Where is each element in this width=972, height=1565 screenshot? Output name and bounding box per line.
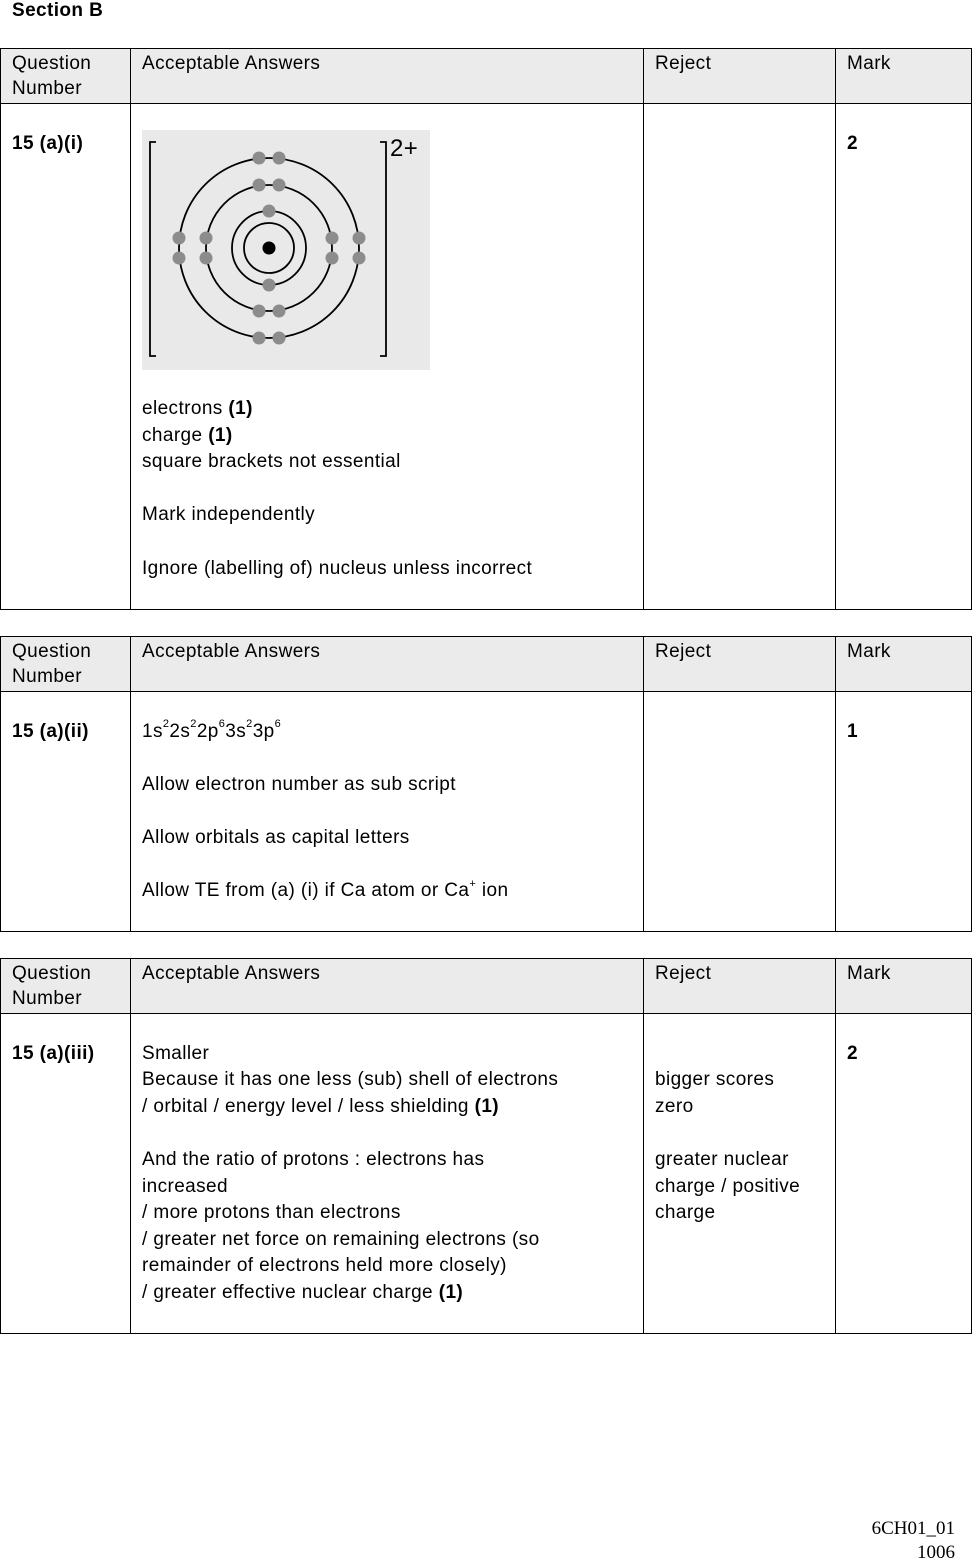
orbital-count: 6 [274,718,282,731]
section-title: Section B [12,0,104,21]
answer-line: / more protons than electrons [142,1202,401,1224]
ion-charge: + [469,877,477,890]
calcium-ion-electron-diagram [142,130,430,370]
table-header-row [1,49,972,104]
header-mark: Mark [836,49,972,104]
mark-award: (1) [438,1281,464,1303]
answer-text: / orbital / energy level / less shielding [142,1095,469,1117]
answer-line: remainder of electrons held more closely) [142,1255,507,1277]
answer-line [142,423,643,450]
answer-line: Smaller [142,1042,210,1064]
orbital: 2s [169,720,191,742]
orbital-count: 2 [190,718,197,731]
mark-scheme-table-15aii [0,636,972,932]
mark-award: (1) [474,1095,500,1117]
orbital-count: 2 [246,718,253,731]
answer-line [142,1094,643,1121]
page-footer [872,1517,955,1565]
question-number: 15 (a)(i) [12,132,84,154]
mark-value: 2 [847,1042,858,1064]
header-question-number: Question Number [1,959,131,1014]
reject-cell [644,104,836,610]
header-acceptable-answers: Acceptable Answers [131,959,644,1014]
reject-cell [644,692,836,932]
table-row [1,692,972,932]
orbital: 1s [142,720,163,742]
header-acceptable-answers: Acceptable Answers [131,49,644,104]
table-header-row [1,959,972,1014]
table-row [1,104,972,610]
header-reject: Reject [644,637,836,692]
mark-scheme-table-15ai [0,48,972,610]
answer-note: Mark independently [142,504,316,526]
answer-note: square brackets not essential [142,451,401,473]
answer-text: charge [142,424,203,446]
answer-text: electrons [142,398,223,419]
paper-code: 6CH01_01 [871,1518,955,1539]
orbital: 3s [225,720,247,742]
mark-award: (1) [208,424,233,446]
answer-line: Because it has one less (sub) shell of electrons [142,1069,559,1091]
mark-scheme-table-15aiii [0,958,972,1334]
question-number: 15 (a)(iii) [12,1042,95,1064]
answer-line: / greater net force on remaining electrons (so [142,1228,540,1250]
answer-note: Allow orbitals as capital letters [142,826,410,848]
answer-note: Ignore (labelling of) nucleus unless incorrect [142,557,533,579]
mark-award: (1) [228,398,253,419]
reject-line: bigger scores [655,1069,775,1091]
exam-series: 1006 [917,1542,955,1563]
reject-line: charge [655,1202,716,1224]
mark-value: 2 [847,132,858,154]
header-reject: Reject [644,959,836,1014]
mark-value: 1 [847,720,858,742]
answer-line [142,396,643,423]
orbital-count: 6 [218,718,226,731]
reject-line: greater nuclear [655,1148,789,1170]
electron-configuration [142,719,643,746]
answer-note: Allow electron number as sub script [142,773,456,795]
header-mark: Mark [836,959,972,1014]
header-mark: Mark [836,637,972,692]
reject-line: charge / positive [655,1175,801,1197]
answer-text: ion [476,880,509,902]
table-header-row [1,637,972,692]
answer-text: Allow TE from (a) (i) if Ca atom or Ca [142,880,470,902]
answer-line: increased [142,1175,228,1197]
question-number: 15 (a)(ii) [12,720,89,742]
answer-line [142,1280,643,1307]
answer-note [142,878,643,905]
table-row [1,1014,972,1334]
answer-line: And the ratio of protons : electrons has [142,1148,485,1170]
header-acceptable-answers: Acceptable Answers [131,637,644,692]
header-question-number: Question Number [1,49,131,104]
reject-cell [644,1014,836,1334]
diagram-charge-label: 2+ [390,135,419,162]
orbital: 2p [196,720,219,742]
answer-text: / greater effective nuclear charge [142,1281,434,1303]
header-reject: Reject [644,49,836,104]
orbital: 3p [252,720,275,742]
reject-line: zero [655,1095,694,1117]
header-question-number: Question Number [1,637,131,692]
orbital-count: 2 [162,718,170,731]
